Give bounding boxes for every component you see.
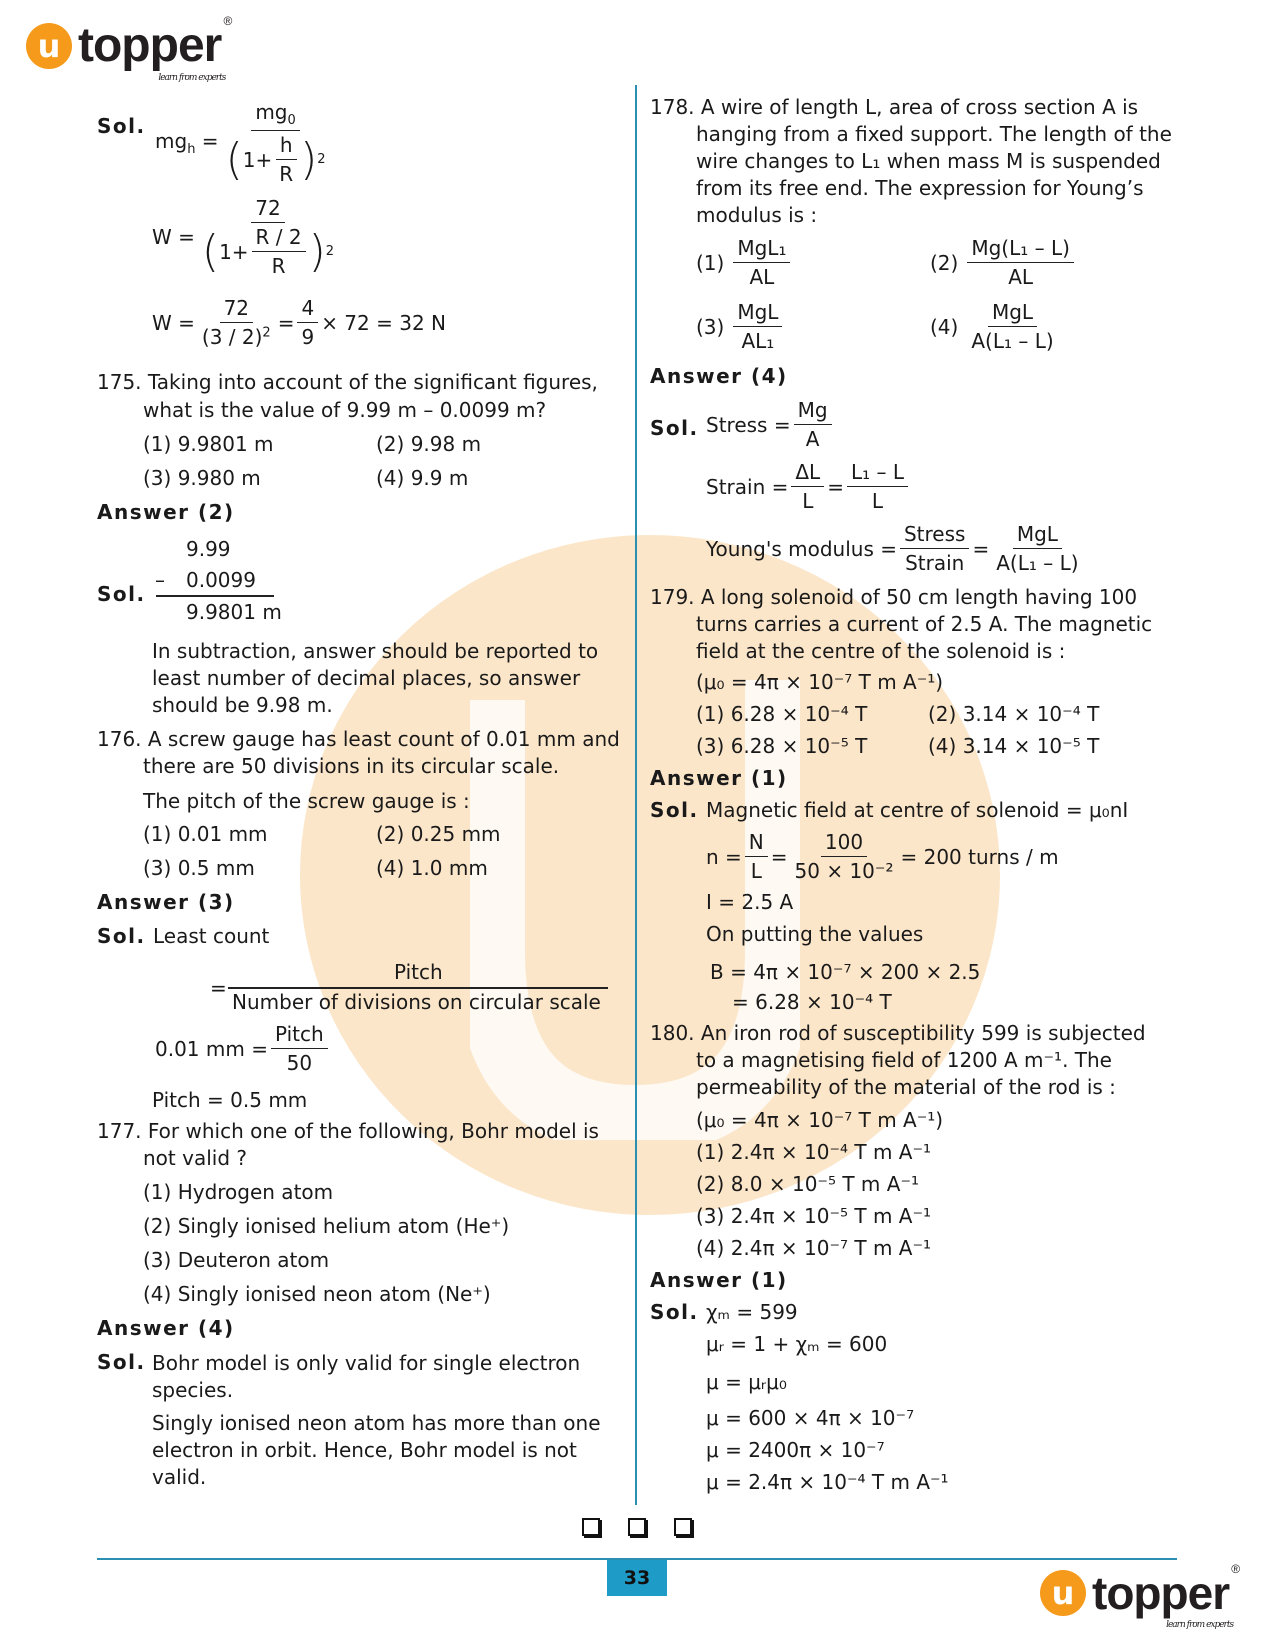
equation-3: W = $\frac{72}{(3 / 2)^2}$ = $\frac{4}{9}$ × 72 = 32 N: [152, 296, 446, 349]
square-icon: [582, 1518, 600, 1536]
answer: Answer (1): [650, 1268, 788, 1292]
sol-label: Sol.: [650, 798, 699, 822]
option-4: (4) 1.0 mm: [376, 856, 488, 880]
youngs-modulus-equation: Young's modulus = $\frac{\text{Stress}}{\text{Strain}}$ = $\frac{\text{MgL}}{\text{A(L₁ – L)}}$: [706, 522, 1079, 575]
option-1: (1) 2.4π × 10⁻⁴ T m A⁻¹: [696, 1140, 932, 1164]
sol-line-4: μ = 600 × 4π × 10⁻⁷: [706, 1406, 915, 1430]
fraction: $mg_0$ ( 1+ $\frac{h}{R}$ ) 2: [225, 100, 326, 186]
explanation: In subtraction, answer should be reported to least number of decimal places, so answer should be 9.98 m.: [152, 639, 599, 717]
option-3: (3) Deuteron atom: [143, 1248, 330, 1272]
sol-line-3: μ = μᵣμ₀: [706, 1370, 787, 1394]
answer: Answer (4): [650, 364, 788, 388]
logo-registered: ®: [223, 14, 232, 28]
equation-2: W = 72 ( 1+ $\frac{R / 2}{R}$ ) 2: [152, 196, 341, 278]
logo-u-icon: u: [26, 23, 72, 69]
sol-line-5: μ = 2400π × 10⁻⁷: [706, 1438, 885, 1462]
n-equation: n = $\frac{N}{L}$ = $\frac{100}{\text{50 × 10⁻²}}$ = 200 turns / m: [706, 830, 1059, 883]
putting-line: On putting the values: [706, 922, 924, 946]
equals-sign: =: [210, 976, 227, 1000]
stress-equation: Stress = $\frac{Mg}{A}$: [706, 398, 835, 451]
option-1: (1) Hydrogen atom: [143, 1180, 334, 1204]
fraction-line: [228, 987, 608, 989]
eq-text: $mg_h$ =: [155, 129, 219, 157]
question-177: 177. For which one of the following, Bohr model is not valid ?: [97, 1119, 599, 1170]
option-3: (3) $\frac{\text{MgL}}{\text{AL₁}}$: [696, 300, 785, 353]
end-marker: [582, 1518, 692, 1536]
option-2: (2) 8.0 × 10⁻⁵ T m A⁻¹: [696, 1172, 920, 1196]
equation: 0.01 mm = $\frac{\text{Pitch}}{50}$: [155, 1022, 331, 1075]
option-3: (3) 0.5 mm: [143, 856, 255, 880]
logo-wordmark: topper: [78, 19, 222, 72]
sol-label: Sol.: [97, 114, 146, 138]
sol-line-6: μ = 2.4π × 10⁻⁴ T m A⁻¹: [706, 1470, 949, 1494]
subtraction-line: [156, 595, 274, 597]
subtraction-top: 9.99: [186, 537, 231, 561]
result-line: Pitch = 0.5 mm: [152, 1088, 308, 1112]
sol-label: Sol.: [97, 582, 146, 606]
option-1: (1) 0.01 mm: [143, 822, 268, 846]
logo-u-icon: u: [1040, 1570, 1086, 1616]
header-logo: [26, 14, 232, 83]
logo-registered: ®: [1231, 1562, 1240, 1576]
fraction-denominator: Number of divisions on circular scale: [232, 990, 601, 1014]
subtraction-mid: 0.0099: [186, 568, 256, 592]
column-divider: [635, 85, 637, 1505]
question-175: 175. Taking into account of the significant figures, what is the value of 9.99 m – 0.0099 m?: [97, 370, 598, 422]
logo-tagline: learn from experts: [1166, 1620, 1234, 1630]
option-4: (4) 2.4π × 10⁻⁷ T m A⁻¹: [696, 1236, 932, 1260]
option-1: (1) 6.28 × 10⁻⁴ T: [696, 702, 868, 726]
option-1: (1) 9.9801 m: [143, 432, 274, 456]
answer: Answer (1): [650, 766, 788, 790]
option-1: (1) $\frac{\text{MgL₁}}{AL}$: [696, 236, 793, 289]
option-4: (4) $\frac{\text{MgL}}{\text{A(L₁ – L)}}$: [930, 300, 1054, 353]
b-line-2: = 6.28 × 10⁻⁴ T: [732, 990, 892, 1014]
fraction-numerator: Pitch: [394, 960, 443, 984]
sol-line-1: χₘ = 599: [706, 1300, 798, 1324]
logo-wordmark: topper: [1092, 1567, 1230, 1619]
question-180: 180. An iron rod of susceptibility 599 is subjected to a magnetising field of 1200 A m⁻¹. The permeability of the material of the rod is :: [650, 1021, 1146, 1099]
option-4: (4) 9.9 m: [376, 466, 469, 490]
option-2: (2) 3.14 × 10⁻⁴ T: [928, 702, 1100, 726]
equation-1: [155, 100, 333, 186]
strain-equation: Strain = $\frac{\Delta L}{L}$ = $\frac{\text{L₁ – L}}{L}$: [706, 460, 911, 513]
b-line-1: B = 4π × 10⁻⁷ × 200 × 2.5: [710, 960, 981, 984]
given-constant: (μ₀ = 4π × 10⁻⁷ T m A⁻¹): [696, 670, 944, 694]
fraction: 72 ( 1+ $\frac{R / 2}{R}$ ) 2: [201, 196, 335, 278]
option-3: (3) 9.980 m: [143, 466, 261, 490]
question-178: 178. A wire of length L, area of cross section A is hanging from a fixed support. The length of the wire changes to L₁ when mass M is suspended from its free end. The expression for Young’s modulus is :: [650, 95, 1172, 227]
page-number: 33: [607, 1560, 667, 1596]
question-179: 179. A long solenoid of 50 cm length having 100 turns carries a current of 2.5 A. The magnetic field at the centre of the solenoid is :: [650, 585, 1153, 663]
sol-label: Sol.: [97, 1350, 146, 1374]
answer: Answer (4): [97, 1316, 235, 1340]
subtraction-result: 9.9801 m: [186, 600, 282, 624]
square-icon: [628, 1518, 646, 1536]
answer: Answer (2): [97, 500, 235, 524]
option-3: (3) 6.28 × 10⁻⁵ T: [696, 734, 868, 758]
sol-label: Sol.: [97, 924, 146, 948]
option-4: (4) Singly ionised neon atom (Ne⁺): [143, 1282, 491, 1306]
sol-line-2: μᵣ = 1 + χₘ = 600: [706, 1332, 888, 1356]
explanation: Bohr model is only valid for single electron species. Singly ionised neon atom has more than one electron in orbit. Hence, Bohr model is not valid.: [152, 1351, 601, 1489]
footer-logo: [1040, 1562, 1240, 1630]
sol-text: Least count: [153, 924, 270, 948]
option-3: (3) 2.4π × 10⁻⁵ T m A⁻¹: [696, 1204, 932, 1228]
option-2: (2) 0.25 mm: [376, 822, 501, 846]
current-line: I = 2.5 A: [706, 890, 794, 914]
question-176: 176. A screw gauge has least count of 0.01 mm and there are 50 divisions in its circular scale. The pitch of the screw gauge is :: [97, 727, 620, 813]
sol-text: Magnetic field at centre of solenoid = μ₀nI: [706, 798, 1129, 822]
sol-label: Sol.: [650, 416, 699, 440]
option-2: (2) Singly ionised helium atom (He⁺): [143, 1214, 510, 1238]
answer: Answer (3): [97, 890, 235, 914]
option-2: (2) $\frac{\text{Mg(L₁ – L)}}{AL}$: [930, 236, 1077, 289]
option-4: (4) 3.14 × 10⁻⁵ T: [928, 734, 1100, 758]
square-icon: [674, 1518, 692, 1536]
sol-label: Sol.: [650, 1300, 699, 1324]
given-constant: (μ₀ = 4π × 10⁻⁷ T m A⁻¹): [696, 1108, 944, 1132]
logo-tagline: learn from experts: [158, 73, 226, 83]
minus-sign: –: [155, 568, 165, 592]
option-2: (2) 9.98 m: [376, 432, 482, 456]
